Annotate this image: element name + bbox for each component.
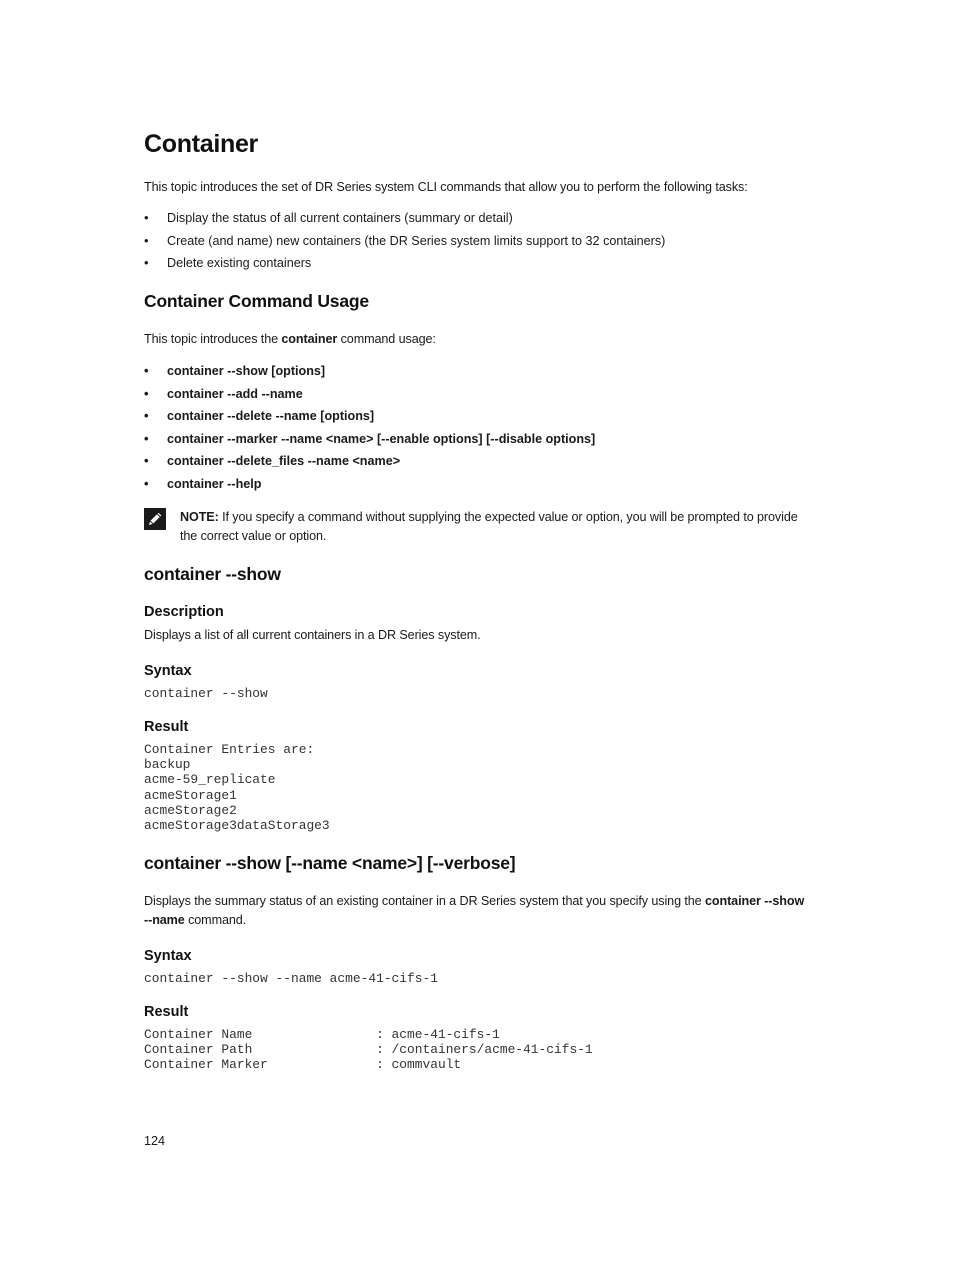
bullet-icon: • [144, 255, 149, 270]
note-pencil-icon [144, 508, 166, 530]
section-heading-show: container --show [144, 564, 281, 584]
section-heading-show-name: container --show [--name <name>] [--verbose] [144, 853, 516, 873]
bullet-icon: • [144, 386, 149, 401]
description-heading: Description [144, 604, 224, 620]
syntax-heading: Syntax [144, 663, 192, 679]
bullet-icon: • [144, 431, 149, 446]
page-number: 124 [144, 1134, 166, 1148]
usage-intro: This topic introduces the container command usage: [144, 332, 436, 346]
bullet-icon: • [144, 476, 149, 491]
show-name-description: Displays the summary status of an existing container in a DR Series system that you specify using the container --show --name command. [144, 894, 805, 927]
page-title: Container [144, 130, 258, 158]
description-text: Displays a list of all current containers in a DR Series system. [144, 628, 481, 642]
result-code: Container Entries are: backup acme-59_replicate acmeStorage1 acmeStorage2 acmeStorage3dataStorage3 [144, 742, 330, 834]
bullet-icon: • [144, 363, 149, 378]
intro-paragraph: This topic introduces the set of DR Series system CLI commands that allow you to perform the following tasks: [144, 180, 748, 194]
result-heading: Result [144, 1004, 189, 1020]
bullet-icon: • [144, 408, 149, 423]
bullet-icon: • [144, 233, 149, 248]
bullet-icon: • [144, 453, 149, 468]
result-heading: Result [144, 719, 189, 735]
section-heading-usage: Container Command Usage [144, 291, 369, 311]
note-text: NOTE: If you specify a command without supplying the expected value or option, you will be prompted to provide the correct value or option. [180, 510, 798, 543]
syntax-code: container --show [144, 686, 268, 701]
bullet-icon: • [144, 210, 149, 225]
syntax-code: container --show --name acme-41-cifs-1 [144, 971, 438, 986]
result-code: Container Name : acme-41-cifs-1 Container Path : /containers/acme-41-cifs-1 Container Marker : commvault [144, 1027, 593, 1073]
syntax-heading: Syntax [144, 948, 192, 964]
